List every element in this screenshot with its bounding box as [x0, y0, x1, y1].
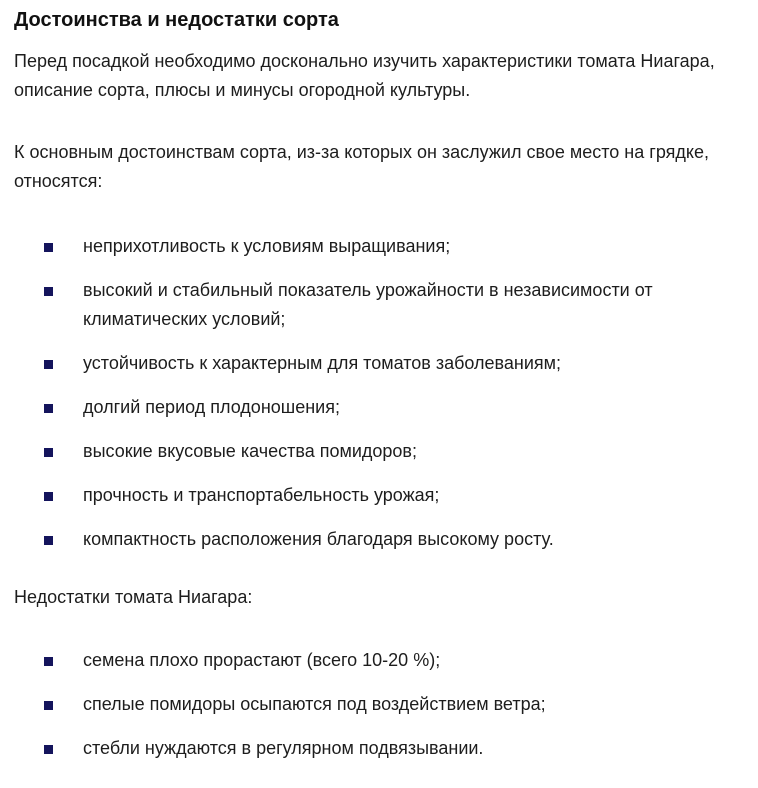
square-bullet-icon: [44, 287, 53, 296]
list-item-text: высокий и стабильный показатель урожайности в независимости от климатических условий;: [83, 280, 653, 329]
list-item: [14, 276, 744, 334]
list-item-text: спелые помидоры осыпаются под воздействием ветра;: [83, 694, 546, 714]
square-bullet-icon: [44, 701, 53, 710]
square-bullet-icon: [44, 745, 53, 754]
square-bullet-icon: [44, 404, 53, 413]
list-item: [14, 646, 744, 675]
list-item-text: прочность и транспортабельность урожая;: [83, 485, 440, 505]
list-item-text: неприхотливость к условиям выращивания;: [83, 236, 451, 256]
list-item: [14, 232, 744, 261]
square-bullet-icon: [44, 657, 53, 666]
list-item-text: компактность расположения благодаря высокому росту.: [83, 529, 554, 549]
pros-lead-paragraph: К основным достоинствам сорта, из-за которых он заслужил свое место на грядке, относятся:: [14, 142, 709, 191]
list-item: [14, 393, 744, 422]
list-item: [14, 734, 744, 763]
square-bullet-icon: [44, 448, 53, 457]
list-item-text: долгий период плодоношения;: [83, 397, 340, 417]
square-bullet-icon: [44, 243, 53, 252]
cons-lead-paragraph: Недостатки томата Ниагара:: [14, 587, 253, 607]
pros-list: [14, 232, 744, 554]
list-item: [14, 690, 744, 719]
square-bullet-icon: [44, 492, 53, 501]
list-item-text: устойчивость к характерным для томатов заболеваниям;: [83, 353, 562, 373]
list-item: [14, 349, 744, 378]
list-item: [14, 437, 744, 466]
list-item-text: семена плохо прорастают (всего 10-20 %);: [83, 650, 441, 670]
list-item-text: стебли нуждаются в регулярном подвязывании.: [83, 738, 484, 758]
intro-paragraph: Перед посадкой необходимо досконально изучить характеристики томата Ниагара, описание сорта, плюсы и минусы огородной культуры.: [14, 51, 715, 100]
square-bullet-icon: [44, 536, 53, 545]
list-item: [14, 481, 744, 510]
cons-list: [14, 646, 744, 763]
square-bullet-icon: [44, 360, 53, 369]
list-item: [14, 525, 744, 554]
list-item-text: высокие вкусовые качества помидоров;: [83, 441, 417, 461]
section-heading: Достоинства и недостатки сорта: [14, 9, 339, 31]
